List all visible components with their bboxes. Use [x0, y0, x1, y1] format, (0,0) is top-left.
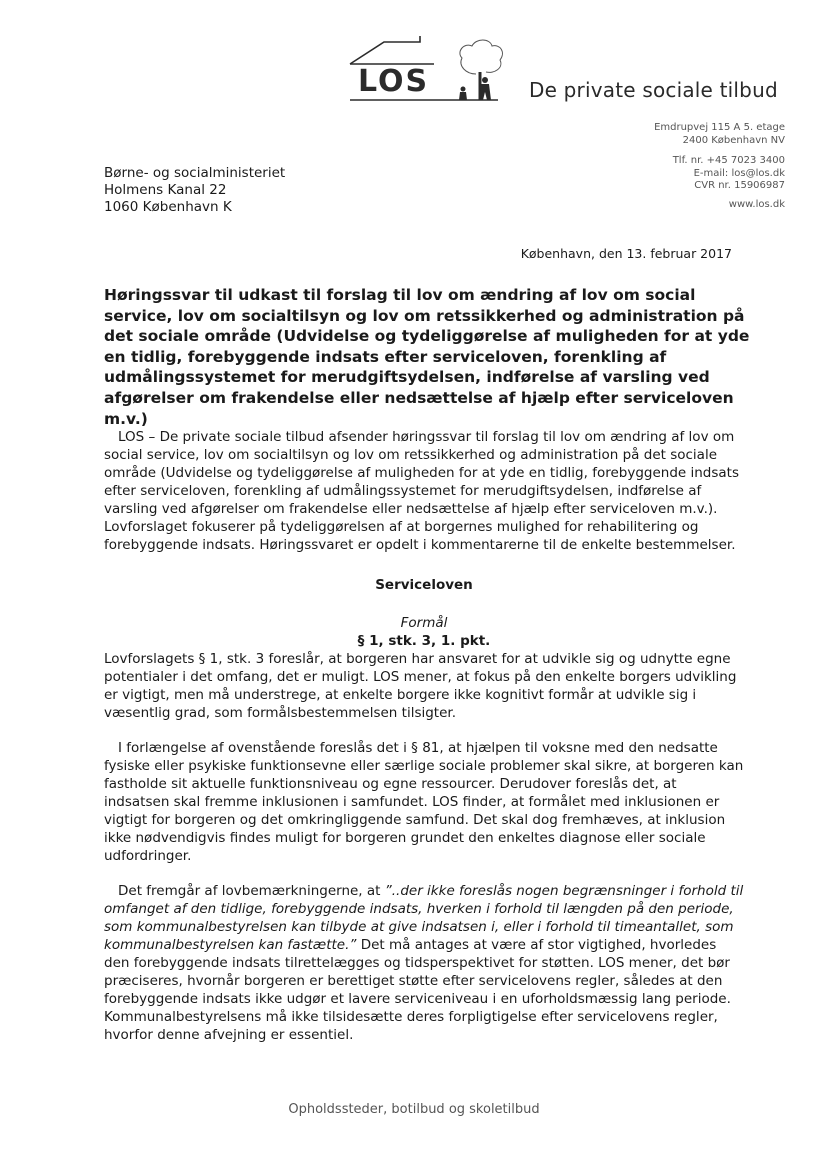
sender-phone: Tlf. nr. +45 7023 3400: [672, 155, 785, 166]
los-logo: [348, 34, 508, 106]
section-heading: Serviceloven: [375, 577, 473, 593]
letter-date: København, den 13. februar 2017: [520, 246, 732, 261]
paragraph-3-quote: ”..der ikke foreslås nogen begrænsninger i forhold til omfanget af den tidlige, forebyggende indsats, hverken i forhold til længden på den periode, som kommunalbestyrelsen kan tilbyde at give indsatsen i, eller i forhold til timeantallet, som kommunalbestyrelsen kan fastætte.”: [104, 883, 744, 953]
intro-paragraph: LOS – De private sociale tilbud afsender høringssvar til forslag til lov om ændring af lov om social service, lov om socialtilsyn og lov om retssikkerhed og administration på det sociale område (Udvidelse og tydeliggørelse af muligheden for at yde en tidlig, forebyggende indsats efter serviceloven, forenkling af udmålingssystemet for merudgiftsydelsen, indførelse af varsling ved afgørelser om frakendelse eller nedsættelse af hjælp efter serviceloven m.v.). Lovforslaget fokuserer på tydeliggørelsen af at borgernes mulighed for rehabilitering og forebyggende indsats. Høringssvaret er opdelt i kommentarerne til de enkelte bestemmelser.: [104, 429, 740, 553]
sub-heading: Formål: [400, 615, 448, 631]
letter-body: [104, 428, 744, 1044]
sender-address-line1: Emdrupvej 115 A 5. etage: [654, 122, 785, 133]
paragraph-reference: § 1, stk. 3, 1. pkt.: [357, 633, 491, 649]
paragraph-3-lead: Det fremgår af lovbemærkningerne, at: [118, 883, 385, 899]
sender-address-line2: 2400 København NV: [682, 134, 785, 146]
logo-text: LOS: [358, 64, 430, 99]
page-footer: Opholdssteder, botilbud og skoletilbud: [288, 1102, 540, 1117]
body-paragraph-1: Lovforslagets § 1, stk. 3 foreslår, at borgeren har ansvaret for at udvikle sig og udnytte egne potentialer i det omfang, det er muligt. LOS mener, at fokus på den enkelte borgers udvikling er vigtigt, men må understrege, at enkelte borgere ikke kognitivt formår at udvikle sig i væsentlig grad, som formålsbestemmelsen tilsigter.: [104, 651, 737, 721]
body-paragraph-3: [104, 882, 744, 1044]
letter-title: Høringssvar til udkast til forslag til lov om ændring af lov om social service, lov om socialtilsyn og lov om retssikkerhed og administration på det sociale område (Udvidelse og tydeliggørelse af muligheden for at yde en tidlig, forebyggende indsats efter serviceloven, forenkling af udmålingssystemet for merudgiftsydelsen, indførelse af varsling ved afgørelser om frakendelse eller nedsættelse af hjælp efter serviceloven m.v.): [104, 286, 750, 428]
recipient-address: [104, 165, 285, 216]
recipient-line3: 1060 København K: [104, 199, 232, 215]
recipient-line2: Holmens Kanal 22: [104, 182, 227, 198]
sender-contact-block: [654, 122, 785, 211]
organization-name: De private sociale tilbud: [529, 78, 778, 102]
recipient-line1: Børne- og socialministeriet: [104, 165, 286, 181]
sender-website-link[interactable]: www.los.dk: [728, 198, 785, 210]
body-paragraph-2: I forlængelse af ovenstående foreslås det i § 81, at hjælpen til voksne med den nedsatte fysiske eller psykiske funktionsevne eller særlige sociale problemer skal sikre, at borgeren kan fastholde sit aktuelle funktionsniveau og egne ressourcer. Derudover foreslås det, at indsatsen skal fremme inklusionen i samfundet. LOS finder, at formålet med inklusionen er vigtigt for borgeren og det omkringliggende samfund. Det skal dog fremhæves, at inklusion ikke nødvendigvis findes muligt for borgeren grundet den enkeltes diagnose eller sociale udfordringer.: [104, 740, 744, 864]
sender-email[interactable]: E-mail: los@los.dk: [693, 167, 785, 179]
paragraph-3-rest: Det må antages at være af stor vigtighed, hvorledes den forebyggende indsats tilrettelægges og tidsperspektivet for støtten. LOS mener, det bør præciseres, hvornår borgeren er berettiget støtte efter servicelovens regler, således at den forebyggende indsats ikke udgør et lavere serviceniveau i en uforholdsmæssig lang periode. Kommunalbestyrelsens må ikke tilsidesætte deres forpligtigelse efter servicelovens regler, hvorfor denne afvejning er essentiel.: [104, 937, 731, 1043]
sender-cvr: CVR nr. 15906987: [694, 180, 785, 191]
